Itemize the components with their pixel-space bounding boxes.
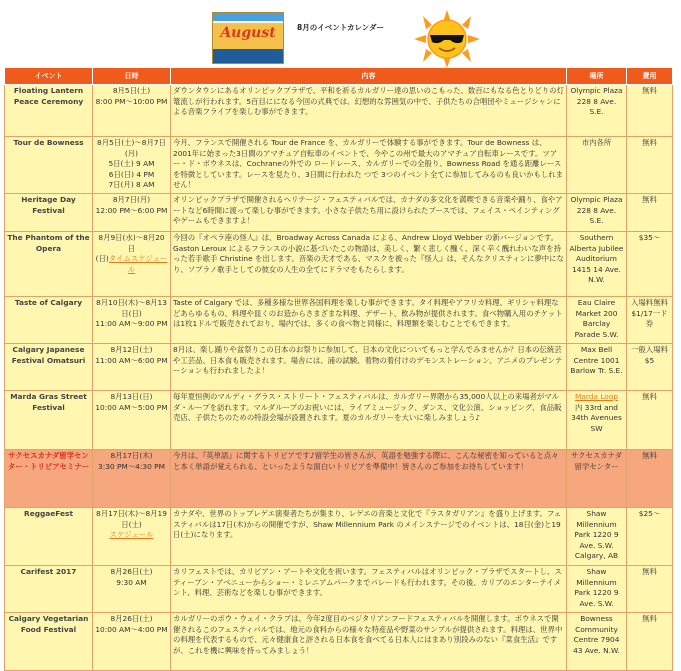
event-datetime: [93, 508, 171, 566]
logo-text: August: [220, 25, 276, 41]
cropped-top-bar: [0, 0, 681, 8]
event-description: 今月、フランスで開催される Tour de France を、カルガリーで体験する事ができます。Tour de Bowness は、2001年に始まった3日間のアマチュア自転車のイベントで、今やこの州で最大のアマチュア自転車レースです。ツアー・ド・ボウネスは、Cochraneの外での ロードレース、カルガリーでの全般り、Bowness Road を通る距離レースを特徴としています。レースを見たり、3日間に行われた つで 3つのイベント全てに参加してみるのも良いかもしれません！: [171, 137, 567, 194]
event-fee: 無料: [627, 391, 673, 450]
table-row: [5, 391, 673, 450]
time-line: 11:00 AM～9:00 PM: [95, 319, 168, 328]
table-row: [5, 85, 673, 137]
event-fee: 一般入場料 $5: [627, 344, 673, 391]
time-line: 10:00 AM～4:00 PM: [95, 624, 168, 634]
date-line: 8月5日(土)～8月7日(月): [97, 138, 166, 158]
column-header-event: イベント: [5, 68, 93, 85]
table-row: [5, 137, 673, 194]
event-location: Bowness Community Centre 7904 43 Ave. N.W.: [567, 613, 627, 671]
event-fee: 無料: [627, 566, 673, 613]
event-fee: 無料: [627, 450, 673, 508]
event-location: 市内各所: [567, 137, 627, 194]
date-line: 8月17日(木)～8月19日(土): [96, 509, 167, 529]
event-description: 今月は、『英単語』に関するトリビアです♪留学生の皆さんが、英語を勉強する際に、こんな秘密を知っていると点々と本く単語が覚えられる、といったような面白いトリビアを準備中！皆さんのご参加をお待ちしています！: [171, 450, 567, 508]
time-schedule-link[interactable]: タイムスケジュール: [108, 254, 168, 274]
table-row: [5, 297, 673, 344]
table-row: [5, 566, 673, 613]
event-name: Tour de Bowness: [5, 137, 93, 194]
date-line: 8月10日(木)～8月13日(日): [96, 298, 167, 318]
event-location: [567, 391, 627, 450]
event-name: Floating Lantern Peace Ceremony: [5, 85, 93, 137]
table-row: [5, 344, 673, 391]
event-fee: 入場料無料 $1/17一ド券: [627, 297, 673, 344]
date-suffix: (日): [95, 254, 109, 263]
table-row: [5, 194, 673, 232]
august-logo: [212, 12, 284, 64]
event-description: オリンピックプラザで開催されるヘリテージ・フェスティバルでは、カナダの多文化を満喫できる音楽や踊り、食やアートなど6時間に渡って楽しむ事ができます。小さな子供たち用に設けられたブースでは、フェイス・ペインティングやゲームもできますよ！: [171, 194, 567, 232]
table-header-row: [5, 68, 673, 85]
event-location: サクセスカナダ留学センター: [567, 450, 627, 508]
event-description: ダウンタウンにあるオリンピックプラザで、平和を祈るカルガリー達の思いのこもった、数百にもなる色とりどりの灯篭流しが行われます。5百目にになる今回の式典では、幻想的な雰囲気の中で、子供たちの合唱団やミュージシャンによる音楽フライブを楽しむ事ができます。: [171, 85, 567, 137]
date-line: 8月26日(土): [110, 614, 153, 623]
time-line: 9:30 AM: [116, 577, 147, 587]
event-datetime: [93, 566, 171, 613]
event-fee: 無料: [627, 85, 673, 137]
event-datetime: [93, 137, 171, 194]
event-datetime: [93, 391, 171, 450]
event-fee: 無料: [627, 194, 673, 232]
event-location: Shaw Millennium Park 1220 9 Ave. S.W. Calgary, AB: [567, 508, 627, 566]
page-title: 8月のイベントカレンダー: [297, 23, 385, 32]
event-datetime: [93, 232, 171, 297]
time-line: 8:00 PM～10:00 PM: [95, 96, 168, 106]
event-fee: $35～: [627, 232, 673, 297]
date-line: 8月9日(水)～8月20日: [98, 233, 165, 253]
event-name: Marda Gras Street Festival: [5, 391, 93, 450]
event-fee: 無料: [627, 613, 673, 671]
table-row-highlighted: [5, 450, 673, 508]
event-datetime: [93, 344, 171, 391]
time-line: 12:00 PM～6:00 PM: [95, 205, 168, 215]
event-name: Taste of Calgary: [5, 297, 93, 344]
event-fee: 無料: [627, 137, 673, 194]
event-name: Calgary Japanese Festival Omatsuri: [5, 344, 93, 391]
event-location: Shaw Millennium Park 1220 9 Ave. S.W.: [567, 566, 627, 613]
column-header-fee: 費用: [627, 68, 673, 85]
event-calendar-table: [4, 67, 673, 671]
date-line: 8月17日(木): [110, 451, 153, 460]
date-line: 8月7日(月): [112, 195, 151, 204]
event-description: Taste of Calgary では、多種多様な世界各国料理を楽しむ事ができます。タイ料理やアフリカ料理、ギリシャ料理などあらゆるもの、料理や皿くのお造からさまざまな料理、デザート、飲み物が提供されます。食べ物購入用のチケットは1枚1ドルで販売されており、場内では、多くの食べ物と同様に、料理類を楽しむことでもできます。: [171, 297, 567, 344]
event-name: ReggaeFest: [5, 508, 93, 566]
event-name: Calgary Vegetarian Food Festival: [5, 613, 93, 671]
date-line: [95, 254, 168, 275]
event-location: Max Bell Centre 1001 Barlow Tr. S.E.: [567, 344, 627, 391]
event-datetime: [93, 85, 171, 137]
event-location: Southern Alberta Jubilee Auditorium 1415 14 Ave. N.W.: [567, 232, 627, 297]
event-name: Heritage Day Festival: [5, 194, 93, 232]
time-line: 5日(土) 9 AM: [108, 159, 155, 168]
sun-with-sunglasses-icon: [412, 8, 482, 70]
table-row: [5, 613, 673, 671]
time-line: 6日(日) 4 PM: [108, 169, 155, 179]
event-fee: $25～: [627, 508, 673, 566]
event-name: The Phantom of the Opera: [5, 232, 93, 297]
event-description: カナダや、世界のトップレゲエ演奏者たちが集まり、レゲエの音楽と文化で『ラスタガリアン』を盛り上げます。フェスティバルは17日(木)からの開催ですが、Shaw Millennium Park のメインステージでのイベントは、18日(金)と19日(土)になります。: [171, 508, 567, 566]
event-name: Carifest 2017: [5, 566, 93, 613]
event-description: カリフェストでは、カリビアン・アートや文化を祝います。フェスティバルはオリンピック・プラザでスタートし、スティーブン・アベニューからショー・ミレニアムパークまでパレードも行われます。その後、カリブのエンターテイメント、料理、芸術などを楽しむ事ができます。: [171, 566, 567, 613]
logo-waves: [213, 49, 283, 63]
event-location: Olympic Plaza 228 8 Ave. S.E.: [567, 85, 627, 137]
time-line: 11:00 AM～6:00 PM: [95, 355, 168, 365]
event-description: カルガリーのボウ・ウェイ・クラブは、今年2度目のベジタリアンフードフェスティバルを開催します。ボウネスで開催されるこのフェスティバルでは、地元の食料からの様々な特産品や野菜のサンプルが提供されます。料理は、世界中の料理を代表するもので、元々健康食と評される日本食を食べてる日本人にはまあり別段みのない『菜食生活』ですが、これを機に興味を持ってみましょう！: [171, 613, 567, 671]
time-line: 7日(月) 8 AM: [108, 180, 155, 189]
event-location: Olympic Plaza 228 8 Ave. S.E.: [567, 194, 627, 232]
column-header-datetime: 日時: [93, 68, 171, 85]
location-detail: 内 33rd and 34th Avenues SW: [571, 402, 622, 433]
time-line: 3:30 PM～4:30 PM: [98, 461, 165, 471]
event-location: Eau Claire Market 200 Barclay Parade S.W.: [567, 297, 627, 344]
marda-loop-link[interactable]: Marda Loop: [574, 392, 619, 401]
event-name: サクセスカナダ留学センター・トリビアセミナー: [5, 450, 93, 508]
event-datetime: [93, 297, 171, 344]
column-header-location: 場所: [567, 68, 627, 85]
event-datetime: [93, 613, 171, 671]
schedule-link[interactable]: スケジュール: [109, 530, 154, 539]
event-description: 8月は、楽し踊りや盆祭りこの日本のお祭りに参加して、日本の文化についてもっと学んでみませんか？日本の伝統芸や工芸品、日本食も販売されます。場舎には、浦の試験、着物の着付けのデモンストレーション、アニメのプレゼンテーションも行われましたよ！: [171, 344, 567, 391]
event-description: 今回の『オペラ座の怪人』は、Broadway Across Canada による、Andrew Lloyd Webber の新バージョンです。Gaston Leroux によるフランスの小説に基づいたこの物語は、美しく、繁く悲しく醜く、深く辛く醜れわいな声を持った若手歌手 Christine を出します。音楽の天才である、マスクを被った『怪人』は、そんなクリスティンに夢中になり、ソプラノ歌手としての彼女の人生の全てにドラマをもたらします。: [171, 232, 567, 297]
date-line: 8月26日(土): [110, 567, 153, 576]
table-row: [5, 232, 673, 297]
date-line: 8月5日(土): [112, 86, 151, 95]
table-row: [5, 508, 673, 566]
date-line: 8月12日(土): [110, 345, 153, 354]
event-datetime: [93, 194, 171, 232]
event-datetime: [93, 450, 171, 508]
column-header-content: 内容: [171, 68, 567, 85]
date-line: 8月13日(日): [110, 392, 153, 401]
event-description: 毎年夏恒例のマルディ・グラス・ストリート・フェスティバルは、カルガリー界隈から35,000人以上の来場者がマルダ・ループを訪れます。マルダループのお祝いには、ライブミュージック、ダンス、文化公演、ショッピング、食品販売店、子供たちのための特設会場が設置されます。夏のカルガリーを大いに楽しみましょう♪: [171, 391, 567, 450]
time-line: 10:00 AM～5:00 PM: [95, 402, 168, 412]
